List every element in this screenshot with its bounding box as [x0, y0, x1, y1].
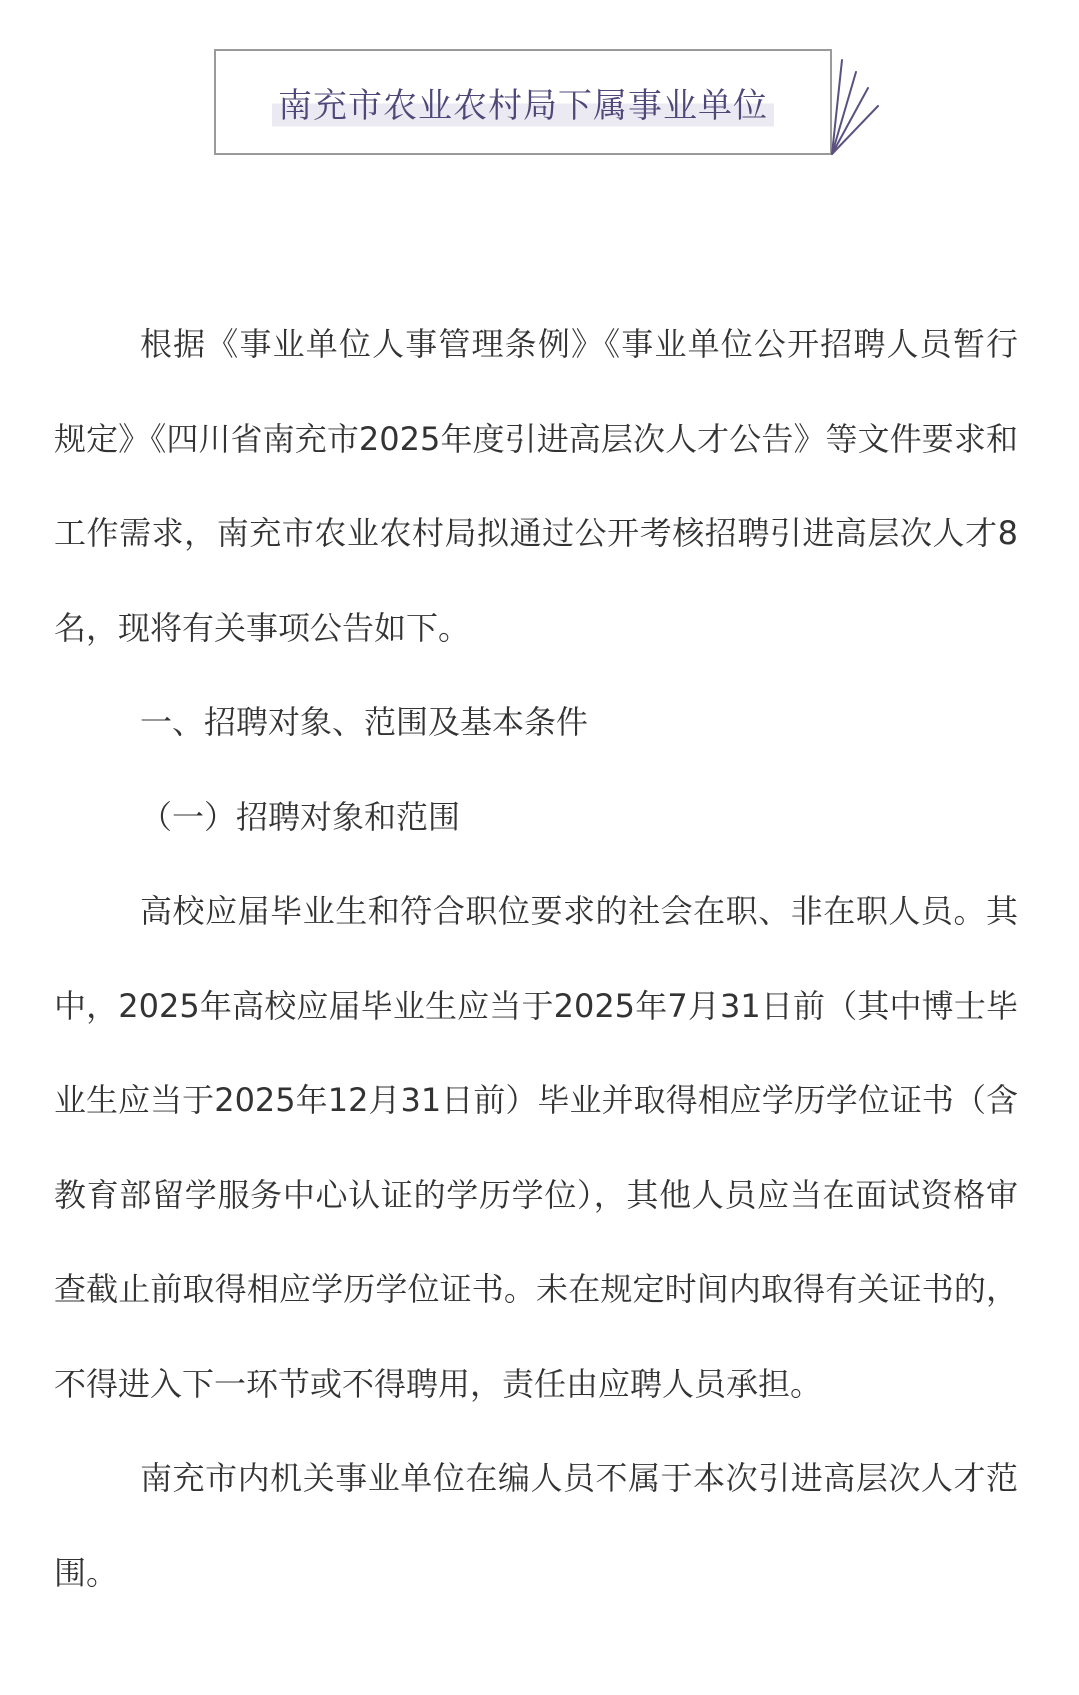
announcement-body — [54, 297, 1018, 1620]
page-title: 南充市农业农村局下属事业单位 — [272, 74, 774, 131]
decorative-lines-icon — [826, 58, 906, 158]
title-banner — [214, 49, 832, 155]
subsection-heading: （一）招聘对象和范围 — [140, 797, 461, 836]
paragraph-exclusion: 南充市内机关事业单位在编人员不属于本次引进高层次人才范围。 — [54, 1459, 1018, 1592]
paragraph-eligibility: 高校应届毕业生和符合职位要求的社会在职、非在职人员。其中，2025年高校应届毕业生应当于2025年7月31日前（其中博士毕业生应当于2025年12月31日前）毕业并取得相应学历学位证书（含教育部留学服务中心认证的学历学位），其他人员应当在面试资格审查截止前取得相应学历学位证书。未在规定时间内取得有关证书的，不得进入下一环节或不得聘用，责任由应聘人员承担。 — [54, 892, 1018, 1403]
section-heading: 一、招聘对象、范围及基本条件 — [140, 703, 589, 741]
paragraph-intro: 根据《事业单位人事管理条例》《事业单位公开招聘人员暂行规定》《四川省南充市2025年度引进高层次人才公告》等文件要求和工作需求，南充市农业农村局拟通过公开考核招聘引进高层次人才8名，现将有关事项公告如下。 — [54, 325, 1018, 647]
